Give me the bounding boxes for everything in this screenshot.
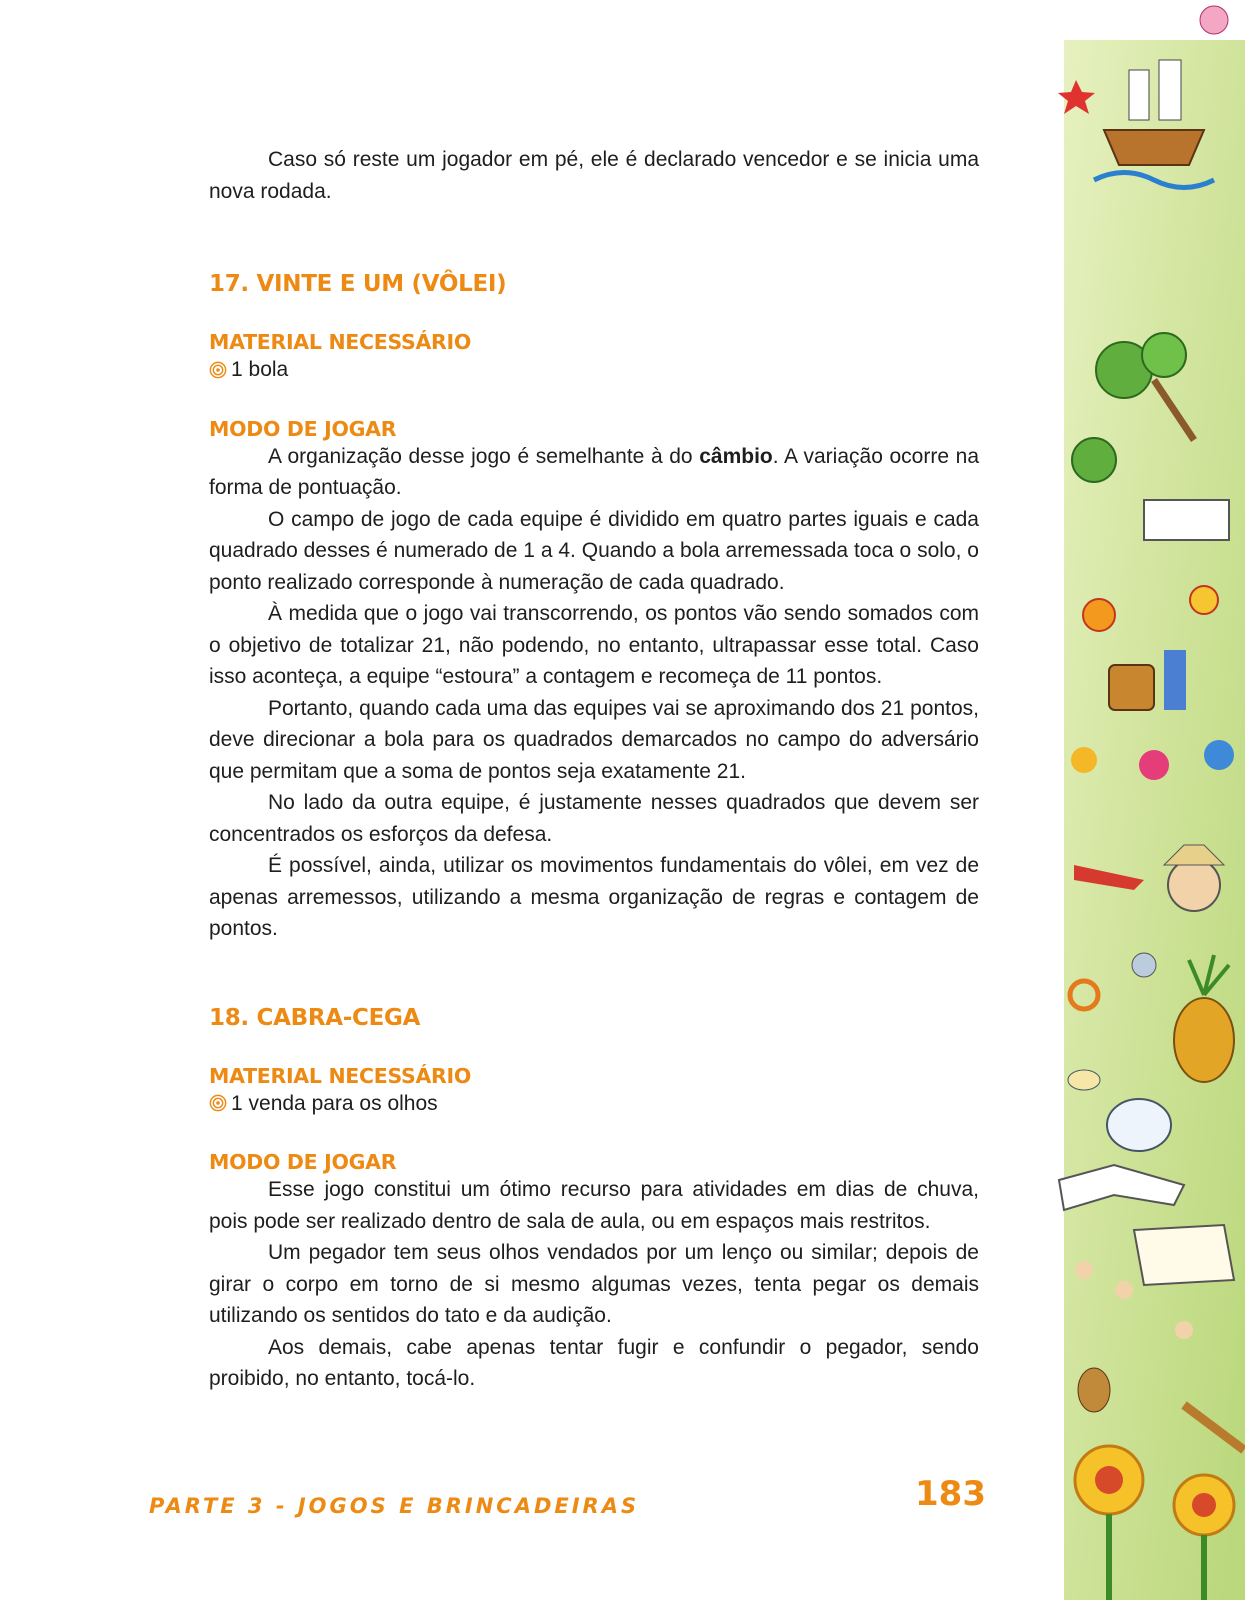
flower-icon bbox=[1071, 747, 1097, 773]
child-icon bbox=[1115, 1281, 1133, 1299]
goal-icon bbox=[1134, 1225, 1234, 1285]
section-17-paragraph-2: O campo de jogo de cada equipe é dividido em quatro partes iguais e cada quadrado desses é numerado de 1 a 4. Quando a bola arremessada toca o solo, o ponto realizado corresponde à numeração de cada quadrado. bbox=[209, 507, 979, 594]
section-18-material-heading: MATERIAL NECESSÁRIO bbox=[209, 1063, 471, 1088]
section-17-material-item bbox=[209, 354, 979, 386]
section-18-material-item bbox=[209, 1088, 979, 1120]
section-18-howto-heading: MODO DE JOGAR bbox=[209, 1150, 397, 1174]
gourd-icon bbox=[1078, 1368, 1110, 1412]
running-title: PARTE 3 - JOGOS E BRINCADEIRAS bbox=[149, 1494, 640, 1518]
spiral-bullet-icon bbox=[209, 1094, 227, 1112]
section-17-paragraph-5: No lado da outra equipe, é justamente nesses quadrados que devem ser concentrados os esforços da defesa. bbox=[209, 791, 979, 846]
section-17-title: 17. VINTE E UM (VÔLEI) bbox=[209, 271, 507, 297]
section-18-paragraph-3: Aos demais, cabe apenas tentar fugir e confundir o pegador, sendo proibido, no entanto, tocá-lo. bbox=[209, 1335, 979, 1390]
person-icon bbox=[1164, 650, 1186, 710]
flower-icon bbox=[1200, 6, 1228, 34]
child-icon bbox=[1175, 1321, 1193, 1339]
child-icon bbox=[1075, 1261, 1093, 1279]
flower-icon bbox=[1139, 750, 1169, 780]
section-18-paragraph-1: Esse jogo constitui um ótimo recurso para atividades em dias de chuva, pois pode ser realizado dentro de sala de aula, ou em espaços mais restritos. bbox=[209, 1178, 979, 1233]
section-17-paragraph-1 bbox=[209, 441, 979, 504]
flower-icon bbox=[1190, 586, 1218, 614]
barrel-icon bbox=[1109, 665, 1154, 710]
section-17-paragraph-3: À medida que o jogo vai transcorrendo, os pontos vão sendo somados com o objetivo de totalizar 21, não podendo, no entanto, ultrapassar esse total. Caso isso aconteça, a equipe “estoura” a contagem e recomeça de 11 pontos. bbox=[209, 602, 979, 688]
section-18-title: 18. CABRA-CEGA bbox=[209, 1004, 421, 1031]
spiral-bullet-icon bbox=[209, 361, 227, 379]
truck-icon bbox=[1144, 500, 1229, 540]
page-content bbox=[209, 144, 979, 1395]
bold-term: câmbio bbox=[699, 444, 773, 468]
section-17-paragraph-4: Portanto, quando cada uma das equipes vai se aproximando dos 21 pontos, deve direcionar a bola para os quadrados demarcados no campo do adversário que permitam que a soma de pontos seja exatamente 21. bbox=[209, 696, 979, 783]
cat-icon bbox=[1132, 953, 1156, 977]
section-17-howto-heading: MODO DE JOGAR bbox=[209, 416, 397, 441]
page-number: 183 bbox=[915, 1474, 986, 1514]
flower-icon bbox=[1083, 599, 1115, 631]
material-item-text: 1 venda para os olhos bbox=[231, 1091, 438, 1115]
illustrated-border-art bbox=[1054, 0, 1245, 1600]
teapot-icon bbox=[1107, 1099, 1171, 1151]
pineapple-icon bbox=[1174, 998, 1234, 1082]
man-face-icon bbox=[1168, 859, 1220, 911]
intro-paragraph: Caso só reste um jogador em pé, ele é declarado vencedor e se inicia uma nova rodada. bbox=[209, 148, 979, 203]
material-item-text: 1 bola bbox=[231, 358, 289, 381]
section-17-material-heading: MATERIAL NECESSÁRIO bbox=[209, 330, 471, 354]
text-span: . A variação ocorre na forma de pontuação. bbox=[209, 444, 979, 499]
cup-icon bbox=[1068, 1070, 1100, 1090]
section-18-paragraph-2: Um pegador tem seus olhos vendados por um lenço ou similar; depois de girar o corpo em torno de si mesmo algumas vezes, tenta pegar os demais utilizando os sentidos do tato e da audição. bbox=[209, 1241, 979, 1327]
text-span: A organização desse jogo é semelhante à do bbox=[268, 444, 700, 468]
section-17-paragraph-6: É possível, ainda, utilizar os movimentos fundamentais do vôlei, em vez de apenas arremessos, utilizando a mesma organização de regras e contagem de pontos. bbox=[209, 854, 979, 940]
flower-icon bbox=[1204, 740, 1234, 770]
